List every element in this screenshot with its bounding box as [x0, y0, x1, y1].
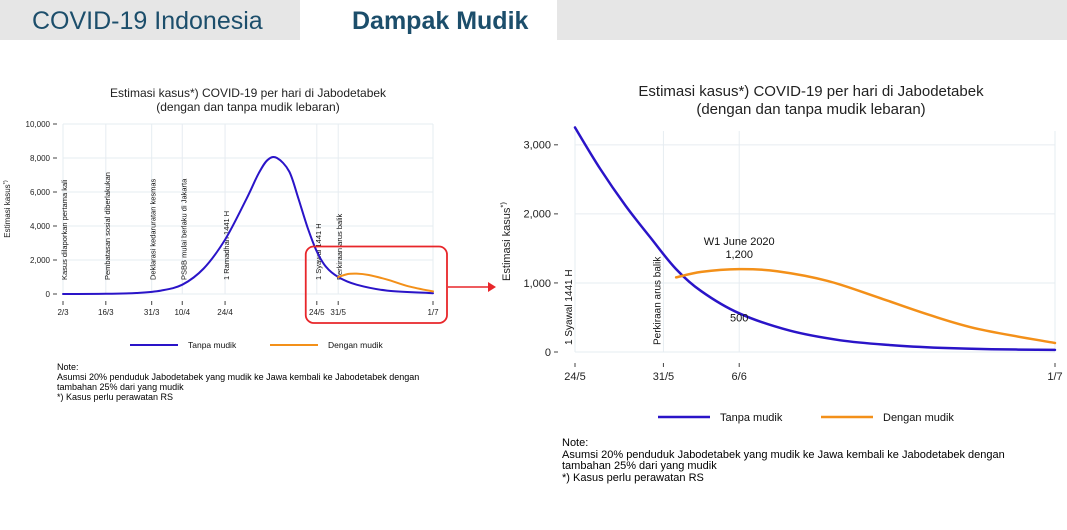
event-annotation: Kasus dilaporkan pertama kali: [60, 179, 69, 280]
tab-dampak-mudik-label: Dampak Mudik: [352, 7, 529, 35]
x-tick-label: 16/3: [98, 308, 114, 317]
event-annotation: PSBB mulai berlaku di Jakarta: [179, 178, 189, 280]
series-line-dengan: [676, 269, 1055, 343]
x-tick-label: 24/5: [309, 308, 325, 317]
x-tick-label: 31/3: [143, 308, 160, 317]
legend-label: Dengan mudik: [328, 339, 383, 350]
y-tick-label: 10,000: [25, 119, 50, 129]
chart-note-right: [562, 438, 1005, 484]
event-annotation: Perkiraan arus balik: [335, 213, 345, 280]
chart-zoom: [498, 75, 1063, 435]
event-annotation: 1 Syawal 1441 H: [564, 269, 575, 345]
value-annotation: W1 June 2020: [703, 236, 775, 249]
note-line: *) Kasus perlu perawatan RS: [562, 471, 704, 484]
y-tick-label: 2,000: [523, 208, 551, 221]
y-tick-label: 4,000: [29, 221, 50, 231]
tab-covid-indonesia-label: COVID-19 Indonesia: [32, 7, 263, 35]
y-tick-label: 0: [45, 289, 50, 299]
y-tick-label: 8,000: [29, 153, 50, 163]
y-tick-label: 6,000: [29, 187, 50, 197]
y-tick-label: 0: [544, 346, 551, 359]
event-annotation: Deklarasi kedaruratan kesmas: [148, 178, 158, 280]
x-tick-label: 1/7: [1047, 371, 1063, 383]
y-tick-label: 1,000: [523, 277, 551, 290]
note-line: *) Kasus perlu perawatan RS: [57, 392, 174, 402]
x-tick-label: 24/4: [217, 308, 233, 317]
x-tick-label: 6/6: [731, 371, 747, 383]
x-tick-label: 24/5: [564, 371, 586, 383]
tab-dampak-mudik[interactable]: [312, 0, 1067, 40]
x-tick-label: 10/4: [174, 308, 191, 317]
y-tick-label: 2,000: [29, 255, 50, 265]
y-axis-label: Estimasi kasus*): [498, 202, 513, 281]
legend-label: Tanpa mudik: [720, 411, 783, 424]
legend-label: Tanpa mudik: [188, 339, 237, 350]
zoom-arrow-head: [488, 282, 496, 292]
chart-title: Estimasi kasus*) COVID-19 per hari di Jabodetabek: [638, 83, 984, 100]
value-annotation: 1,200: [725, 249, 753, 262]
y-tick-label: 3,000: [523, 139, 551, 152]
x-tick-label: 31/5: [652, 371, 675, 383]
event-annotation: Pembatasan sosial diberlakukan: [102, 172, 112, 280]
note-line: tambahan 25% dari yang mudik: [562, 460, 717, 472]
chart-note-left: [57, 362, 419, 402]
chart-subtitle: (dengan dan tanpa mudik lebaran): [696, 101, 926, 118]
x-tick-label: 1/7: [427, 308, 439, 317]
note-line: tambahan 25% dari yang mudik: [57, 382, 184, 392]
value-annotation: 500: [730, 312, 749, 325]
series-line-tanpa: [63, 157, 433, 294]
event-annotation: Perkiraan arus balik: [652, 256, 664, 345]
note-line: Asumsi 20% penduduk Jabodetabek yang mudik ke Jawa kembali ke Jabodetabek dengan: [57, 372, 420, 382]
event-annotation: 1 Ramadhan 1441 H: [222, 210, 232, 280]
x-tick-label: 31/5: [330, 308, 346, 317]
chart-subtitle: (dengan dan tanpa mudik lebaran): [156, 100, 340, 114]
x-tick-label: 2/3: [57, 308, 69, 317]
note-line: Note:: [57, 362, 79, 372]
zoom-region-box: [306, 247, 447, 324]
series-line-tanpa: [575, 128, 1055, 350]
note-line: Note:: [562, 437, 589, 449]
tab-covid-indonesia[interactable]: [0, 0, 300, 40]
y-axis-label: Estimasi kasus*): [2, 180, 12, 238]
legend-label: Dengan mudik: [883, 411, 954, 424]
chart-title: Estimasi kasus*) COVID-19 per hari di Jabodetabek: [109, 86, 387, 100]
note-line: Asumsi 20% penduduk Jabodetabek yang mudik ke Jawa kembali ke Jabodetabek dengan: [562, 448, 1005, 461]
chart-overview: [0, 75, 460, 400]
event-annotation: 1 Syawal 1441 H: [313, 223, 323, 280]
